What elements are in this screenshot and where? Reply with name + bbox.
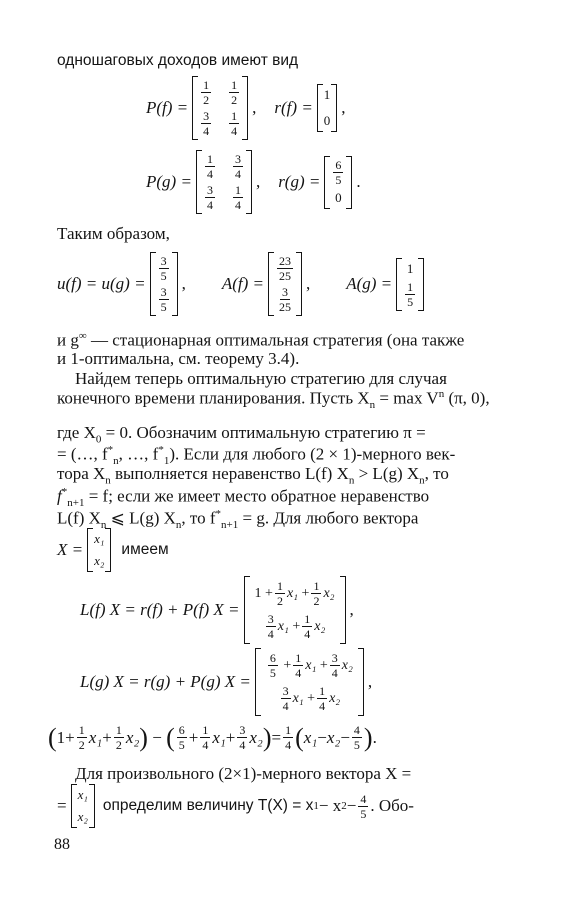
- vector: 1 + $\frac{1}{2}$ x₁ + $\frac{1}{2}$ x₂ $\frac{3}{4}$ x₁ + $\frac{1}{4}$ x₂: [244, 576, 346, 644]
- vector: $\frac{6}{5}$ + $\frac{1}{4}$ x₁ + $\frac{3}{4}$ x₂ $\frac{3}{4}$ x₁ + $\frac{1}{4}$ x₂: [255, 648, 364, 716]
- math-label: A(f) =: [221, 274, 264, 293]
- matrix: $\frac{1}{2}$ $\frac{1}{2}$ $\frac{3}{4}$ $\frac{1}{4}$: [192, 76, 248, 140]
- matrix: $\frac{1}{4}$ $\frac{3}{4}$ $\frac{3}{4}$ $\frac{1}{4}$: [196, 150, 252, 214]
- math-label: A(g) =: [346, 274, 393, 293]
- vector: $\frac{6}{5}$ 0: [324, 156, 352, 209]
- text-line: Таким образом,: [57, 224, 170, 243]
- equation-u-a: u(f) = u(g) = $\frac{3}{5}$ $\frac{3}{5}$ , A(f) = $\frac{23}{25}$ $\frac{3}{25}$ , A(g) = 1 $\frac{1}{5}$: [57, 252, 428, 316]
- equation-pg-rg: P(g) = $\frac{1}{4}$ $\frac{3}{4}$ $\frac{3}{4}$ $\frac{1}{4}$ , r(g) = $\frac{6}{5}$ 0 .: [146, 152, 361, 212]
- equation-difference: ( 1 + $\frac{1}{2}$ x₁ + $\frac{1}{2}$ x₂ ) − ( $\frac{6}{5}$ + $\frac{1}{4}$ x₁ + $\frac{3}{4}$ x₂ ) = $\frac{1}{4}$ ( x₁ − x₂ − $\frac{4}{5}$ ) .: [48, 722, 377, 752]
- vector: x₁ x₂: [71, 784, 95, 828]
- equation-lg: L(g) X = r(g) + P(g) X = $\frac{6}{5}$ + $\frac{1}{4}$ x₁ + $\frac{3}{4}$ x₂ $\frac{3}{4}$ x₁ + $\frac{1}{4}$ x₂ ,: [80, 648, 372, 716]
- text-line: L(f) $X_n$ ⩽ L(g) $X_n$, то $f^*_{n+1} = g$. Для любого вектора: [57, 508, 419, 532]
- vector: x₁ x₂: [87, 528, 111, 572]
- text-line: $f^*_{n+1} = f$; если же имеет место обратное неравенство: [57, 486, 430, 510]
- text-line: = (…, $f^*_n$, …, $f^*_1$). Если для любого (2 × 1)-мерного век-: [57, 444, 456, 468]
- text-line: = x₁ x₂ определим величину T(X) = x 1 − x 2 − $\frac{4}{5}$ . Обо-: [57, 784, 414, 828]
- vector: 1 $\frac{1}{5}$: [396, 258, 424, 311]
- text-line: Для произвольного (2×1)-мерного вектора X =: [75, 764, 412, 783]
- page-number: 88: [54, 836, 70, 853]
- text-line: тора $X_n$ выполняется неравенство L(f) $X_n > L(g)$ $X_n$, то: [57, 464, 449, 487]
- text-line: и g∞ — стационарная оптимальная стратегия (она также: [57, 330, 465, 350]
- equation-pf-rf: P(f) = $\frac{1}{2}$ $\frac{1}{2}$ $\frac{3}{4}$ $\frac{1}{4}$ , r(f) = 1 0 ,: [146, 78, 346, 138]
- math-label: P(f) =: [146, 98, 189, 117]
- text-line: конечного времени планирования. Пусть $X_n = \max V^n$ (π, 0),: [57, 388, 490, 412]
- vector: $\frac{23}{25}$ $\frac{3}{25}$: [268, 252, 302, 316]
- text-line: и 1-оптимальна, см. теорему 3.4).: [57, 349, 300, 368]
- math-label: r(g) =: [278, 172, 321, 191]
- vector: $\frac{3}{5}$ $\frac{3}{5}$: [150, 252, 178, 316]
- vector: 1 0: [317, 84, 338, 132]
- text-line: одношаговых доходов имеют вид: [57, 52, 299, 69]
- math-label: u(f) = u(g) =: [57, 274, 146, 293]
- equation-lf: L(f) X = r(f) + P(f) X = 1 + $\frac{1}{2}$ x₁ + $\frac{1}{2}$ x₂ $\frac{3}{4}$ x₁ + $\frac{1}{4}$ x₂ ,: [80, 576, 354, 644]
- text-line: где $X_0 = 0$. Обозначим оптимальную стратегию π =: [57, 423, 426, 446]
- math-label: P(g) =: [146, 172, 192, 191]
- text-line: Найдем теперь оптимальную стратегию для случая: [75, 369, 447, 388]
- vector-x-def: X = x₁ x₂ имеем: [57, 528, 169, 572]
- math-label: r(f) =: [274, 98, 313, 117]
